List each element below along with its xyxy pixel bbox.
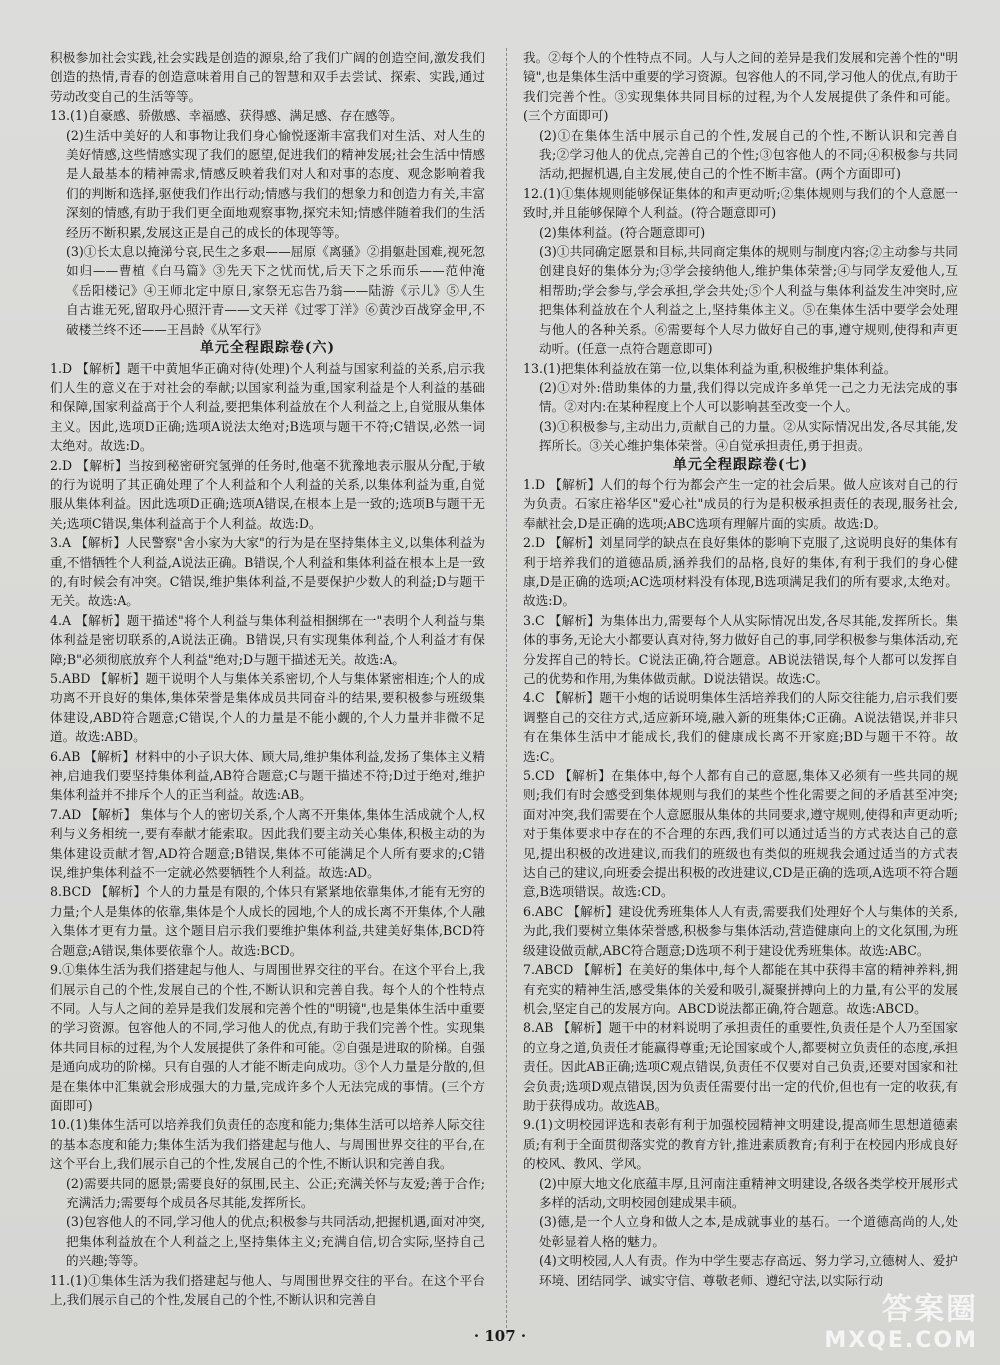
answer-paragraph: 13.(1)自豪感、骄傲感、幸福感、获得感、满足感、存在感等。 xyxy=(50,108,403,124)
answer-paragraph: 10.(1)集体生活可以培养我们负责任的态度和能力;集体生活可以培养人际交往的基本态度和能力;集体生活为我们搭建起与他人、与周围世界交往的平台,在这个平台上,我们展示自己的个性,发展自己的个性,不断认识和完善自我。 xyxy=(50,1117,485,1172)
watermark xyxy=(824,1284,978,1353)
answer-paragraph: (3)①长太息以掩涕兮哀,民生之多艰——屈原《离骚》②捐躯赴国难,视死忽如归——曹植《白马篇》③先天下之忧而忧,后天下之乐而乐——范仲淹《岳阳楼记》④王师北定中原日,家祭无忘告乃翁——陆游《示儿》⑤人生自古谁无死,留取丹心照汗青——文天祥《过零丁洋》⑥黄沙百战穿金甲,不破楼兰终不还——王昌龄《从军行》 xyxy=(66,244,485,337)
answer-paragraph: 2.D 【解析】刘星同学的缺点在良好集体的影响下克服了,这说明良好的集体有利于培养我们的道德品质,涵养我们的品格,良好的集体,有利于我们的身心健康,D是正确的选项;AC选项材料没有体现,B选项满足我们的所有要求,太绝对。故选:D。 xyxy=(523,535,958,609)
answer-paragraph: 8.BCD 【解析】个人的力量是有限的,个体只有紧紧地依靠集体,才能有无穷的力量;个人是集体的依靠,集体是个人成长的园地,个人的成长离不开集体,个人融入集体才更有力量。这个题目启示我们要维护集体利益,共建美好集体,BCD符合题意;A错误,集体要依靠个人。故选:BCD。 xyxy=(50,884,485,958)
answer-paragraph: 7.ABCD 【解析】在美好的集体中,每个人都能在其中获得丰富的精神养料,拥有充实的精神生活,感受集体的关爱和吸引,凝聚拼搏向上的力量,有公平的发展机会,坚定自己的发展方向。ABCD说法都正确,符合题意。故选:ABCD。 xyxy=(523,962,958,1016)
answer-paragraph: 13.(1)把集体利益放在第一位,以集体利益为重,积极维护集体利益。 xyxy=(523,360,897,376)
watermark-url-text: MXQE.COM xyxy=(824,1328,978,1353)
answer-paragraph: 6.AB 【解析】材料中的小子识大体、顾大局,维护集体利益,发扬了集体主义精神,启迪我们要坚持集体利益,AB符合题意;C与题干描述不符;D过于绝对,维护集体利益并不排斥个人的正当利益。故选:AB。 xyxy=(50,748,485,803)
answer-paragraph: (4)文明校园,人人有责。作为中学生要志存高远、努力学习,立德树人、爱护环境、团结同学、诚实守信、尊敬老师、遵纪守法,以实际行动 xyxy=(539,1253,958,1288)
answer-paragraph: 5.ABD 【解析】题干说明个人与集体关系密切,个人与集体紧密相连;个人的成功离不开良好的集体,集体荣誉是集体成员共同奋斗的结果,要积极参与班级集体建设,ABD符合题意;C错误,个人的力量是不能小觑的,个人力量并非微不足道。故选:ABD。 xyxy=(50,671,485,745)
answer-paragraph: 11.(1)①集体生活为我们搭建起与他人、与周围世界交往的平台。在这个平台上,我们展示自己的个性,发展自己的个性,不断认识和完善自 xyxy=(50,1272,485,1307)
answer-paragraph: (2)①在集体生活中展示自己的个性,发展自己的个性,不断认识和完善自我;②学习他人的优点,完善自己的个性;③包容他人的不同;④积极参与共同活动,把握机遇,自主发展,使自己的个性不断丰富。(两个方面即可) xyxy=(539,127,958,182)
answer-paragraph: 积极参加社会实践,社会实践是创造的源泉,给了我们广阔的创造空间,激发我们创造的热情,青春的创造意味着用自己的智慧和双手去尝试、探索、实践,通过劳动改变自己的生活等等。 xyxy=(50,50,485,104)
answer-paragraph: 4.A 【解析】题干描述"将个人利益与集体利益相捆绑在一"表明个人利益与集体利益是密切联系的,A说法正确。B错误,只有实现集体利益,个人利益才有保障;B"必须彻底放弃个人利益"绝对;D与题干描述无关。故选:A。 xyxy=(50,612,485,667)
answer-paragraph: (2)集体利益。(符合题意即可) xyxy=(539,224,706,240)
right-column xyxy=(523,48,958,1290)
answer-paragraph: (3)①共同确定愿景和目标,共同商定集体的规则与制度内容;②主动参与共同创建良好的集体分为;③学会接纳他人,维护集体荣誉;④与同学友爱他人,互相帮助;学会参与,学会承担,学会共处;⑤个人利益与集体利益发生冲突时,应把集体利益放在个人利益之上,坚持集体主义。⑤在集体生活中要学会处理与他人的各种关系。⑥需要每个人尽力做好自己的事,遵守规则,使得和声更动听。(任意一点符合题意即可) xyxy=(539,244,958,357)
section-title: 单元全程跟踪卷(七) xyxy=(672,456,809,473)
answer-paragraph: 9.(1)文明校园评选和表彰有利于加强校园精神文明建设,提高师生思想道德素质;有利于全面贯彻落实党的教育方针,推进素质教育;有利于在校园内形成良好的校风、教风、学风。 xyxy=(523,1117,958,1172)
section-title: 单元全程跟踪卷(六) xyxy=(199,340,336,357)
answer-paragraph: 8.AB 【解析】题干中的材料说明了承担责任的重要性,负责任是个人乃至国家的立身之道,负责任才能赢得尊重;无论国家或个人,都要树立负责任的态度,承担责任。因此AB正确;选项C观点错误,负责任不仅要对自己负责,还要对国家和社会负责;选项D观点错误,因为负责任需要付出一定的代价,但也有一定的收获,有助于获得成功。故选AB。 xyxy=(523,1020,958,1113)
left-column xyxy=(50,48,485,1309)
answer-paragraph: 我。②每个人的个性特点不同。人与人之间的差异是我们发展和完善个性的"明镜",也是集体生活中重要的学习资源。包容他人的不同,学习他人的优点,有助于我们完善个性。③实现集体共同目标的过程,为个人发展提供了条件和可能。(三个方面即可) xyxy=(523,50,958,124)
answer-paragraph: (3)包容他人的不同,学习他人的优点;积极参与共同活动,把握机遇,面对冲突,把集体利益放在个人利益之上,坚持集体主义;充满自信,切合实际,坚持自己的兴趣;等等。 xyxy=(66,1214,485,1269)
answer-paragraph: 4.C 【解析】题干小炮的话说明集体生活培养我们的人际交往能力,启示我们要调整自己的交往方式,适应新环境,融入新的班集体;C正确。A说法错误,并非只有在集体生活中才能成长,我们的健康成长离不开家庭;BD与题干不符。故选:C。 xyxy=(523,690,958,764)
answer-paragraph: 12.(1)①集体规则能够保证集体的和声更动听;②集体规则与我们的个人意愿一致时,并且能够保障个人利益。(符合题意即可) xyxy=(523,185,958,221)
answer-paragraph: 9.①集体生活为我们搭建起与他人、与周围世界交往的平台。在这个平台上,我们展示自己的个性,发展自己的个性,不断认识和完善自我。每个人的个性特点不同。人与人之间的差异是我们发展和完善个性的"明镜",也是集体生活中重要的学习资源。包容他人的不同,学习他人的优点,有助于我们完善个性。实现集体共同目标的过程,为个人发展提供了条件和可能。②自强是进取的阶梯。自强是通向成功的阶梯。只有自强的人才能不断走向成功。③个人力量是分散的,但是在集体中汇集就会形成强大的力量,完成许多个人无法完成的事情。(三个方面即可) xyxy=(50,962,485,1113)
answer-paragraph: (3)德,是一个人立身和做人之本,是成就事业的基石。一个道德高尚的人,处处彰显着人格的魅力。 xyxy=(539,1214,958,1249)
answer-paragraph: 7.AD 【解析】 集体与个人的密切关系,个人离不开集体,集体生活成就个人,权利与义务相统一,要有奉献才能索取。因此我们要主动关心集体,积极主动的为集体建设贡献才智,AD符合题意;B错误,集体不可能满足个人所有要求的;C错误,维护集体利益不一定就必然要牺牲个人利益。故选:AD。 xyxy=(50,806,485,881)
answer-paragraph: 3.C 【解析】为集体出力,需要每个人从实际情况出发,各尽其能,发挥所长。集体的事务,无论大小都要认真对待,努力做好自己的事,同学积极参与集体活动,充分发挥自己的特长。C说法正确,符合题意。AB说法错误,每个人都可以发挥自己的优势和作用,为集体做贡献。D说法错误。故选:C。 xyxy=(523,612,958,686)
answer-paragraph: (2)需要共同的愿景;需要良好的氛围,民主、公正;充满关怀与友爱;善于合作;充满活力;需要每个成员各尽其能,发挥所长。 xyxy=(66,1175,485,1210)
answer-paragraph: (3)①积极参与,主动出力,贡献自己的力量。②从实际情况出发,各尽其能,发挥所长。③关心维护集体荣誉。④自觉承担责任,勇于担责。 xyxy=(539,418,958,454)
answer-paragraph: 1.D 【解析】题干中黄旭华正确对待(处理)个人利益与国家利益的关系,启示我们人生的意义在于对社会的奉献;以国家利益为重,国家利益是个人利益的基础和保障,国家利益高于个人利益,要把集体利益放在个人利益之上,自觉服从集体主义。因此,选项D正确;选项A说法太绝对;B选项与题干不符;C错误,必然一词太绝对。故选:D。 xyxy=(50,360,485,454)
watermark-logo-text: 答案圈 xyxy=(882,1292,978,1327)
answer-paragraph: (2)生活中美好的人和事物让我们身心愉悦逐渐丰富我们对生活、对人生的美好情感,这些情感实现了我们的愿望,促进我们的精神发展;社会生活中情感是人最基本的精神需求,情感反映着我们对人和对事的态度、观念影响着我们的判断和选择,驱使我们作出行动;情感与我们的想象力和创造力有关,丰富深刻的情感,有助于我们更全面地观察事物,探究未知;情感伴随着我们的生活经历不断积累,发展这正是自己的成长的体现等等。 xyxy=(66,127,485,240)
answer-paragraph: 5.CD 【解析】在集体中,每个人都有自己的意愿,集体又必须有一些共同的规则;我们有时会感受到集体规则与我们的某些个性化需要之间的矛盾甚至冲突;面对冲突,我们需要在个人意愿服从集体的共同要求,遵守规则,使得和声更动听;对于集体要求中存在的不合理的东西,我们可以通过适当的方式表达自己的意见,提出积极的改进建议,而我们的班级也有类似的班规我会通过适当的方式表达自己的建议,向班委会提出积极的改进建议,CD是正确的选项,A选项不符合题意,B选项错误。故选:CD。 xyxy=(523,768,958,900)
column-divider xyxy=(506,48,508,1328)
answer-paragraph: 3.A 【解析】人民警察"舍小家为大家"的行为是在坚持集体主义,以集体利益为重,不惜牺牲个人利益,A说法正确。B错误,个人利益和集体利益在根本上是一致的,有时候会有冲突。C错误,维护集体利益,不是要保护少数人的利益;D与题干无关。故选:A。 xyxy=(50,535,485,609)
answer-paragraph: 2.D 【解析】当按到秘密研究氢弹的任务时,他毫不犹豫地表示服从分配,于敏的行为说明了其正确处理了个人利益和个人利益的关系,以集体利益为重,自觉服从集体利益。因此选项D正确;选项A错误,在根本上是一致的;选项B与题干无关;选项C错误,集体利益高于个人利益。故选:D。 xyxy=(50,457,485,531)
answer-paragraph: (2)①对外:借助集体的力量,我们得以完成许多单凭一己之力无法完成的事情。②对内:在某种程度上个人可以影响甚至改变一个人。 xyxy=(539,379,958,415)
answer-paragraph: 1.D 【解析】人们的每个行为都会产生一定的社会后果。做人应该对自己的行为负责。石家庄裕华区"爱心社"成员的行为是积极承担责任的表现,服务社会,奉献社会,D是正确的选项;ABC选项有理解片面的实质。故选:D。 xyxy=(523,476,958,531)
page-number: · 107 · xyxy=(473,1327,527,1345)
answer-paragraph: 6.ABC 【解析】建设优秀班集体人人有责,需要我们处理好个人与集体的关系,为此,我们要树立集体荣誉感,积极参与集体活动,营造健康向上的文化氛围,为班级建设做贡献,ABC符合题意;D选项不利于建设优秀班集体。故选:ABC。 xyxy=(523,903,958,958)
answer-paragraph: (2)中原大地文化底蕴丰厚,且河南注重精神文明建设,各级各类学校开展形式多样的活动,文明校园创建成果丰硕。 xyxy=(539,1175,958,1210)
